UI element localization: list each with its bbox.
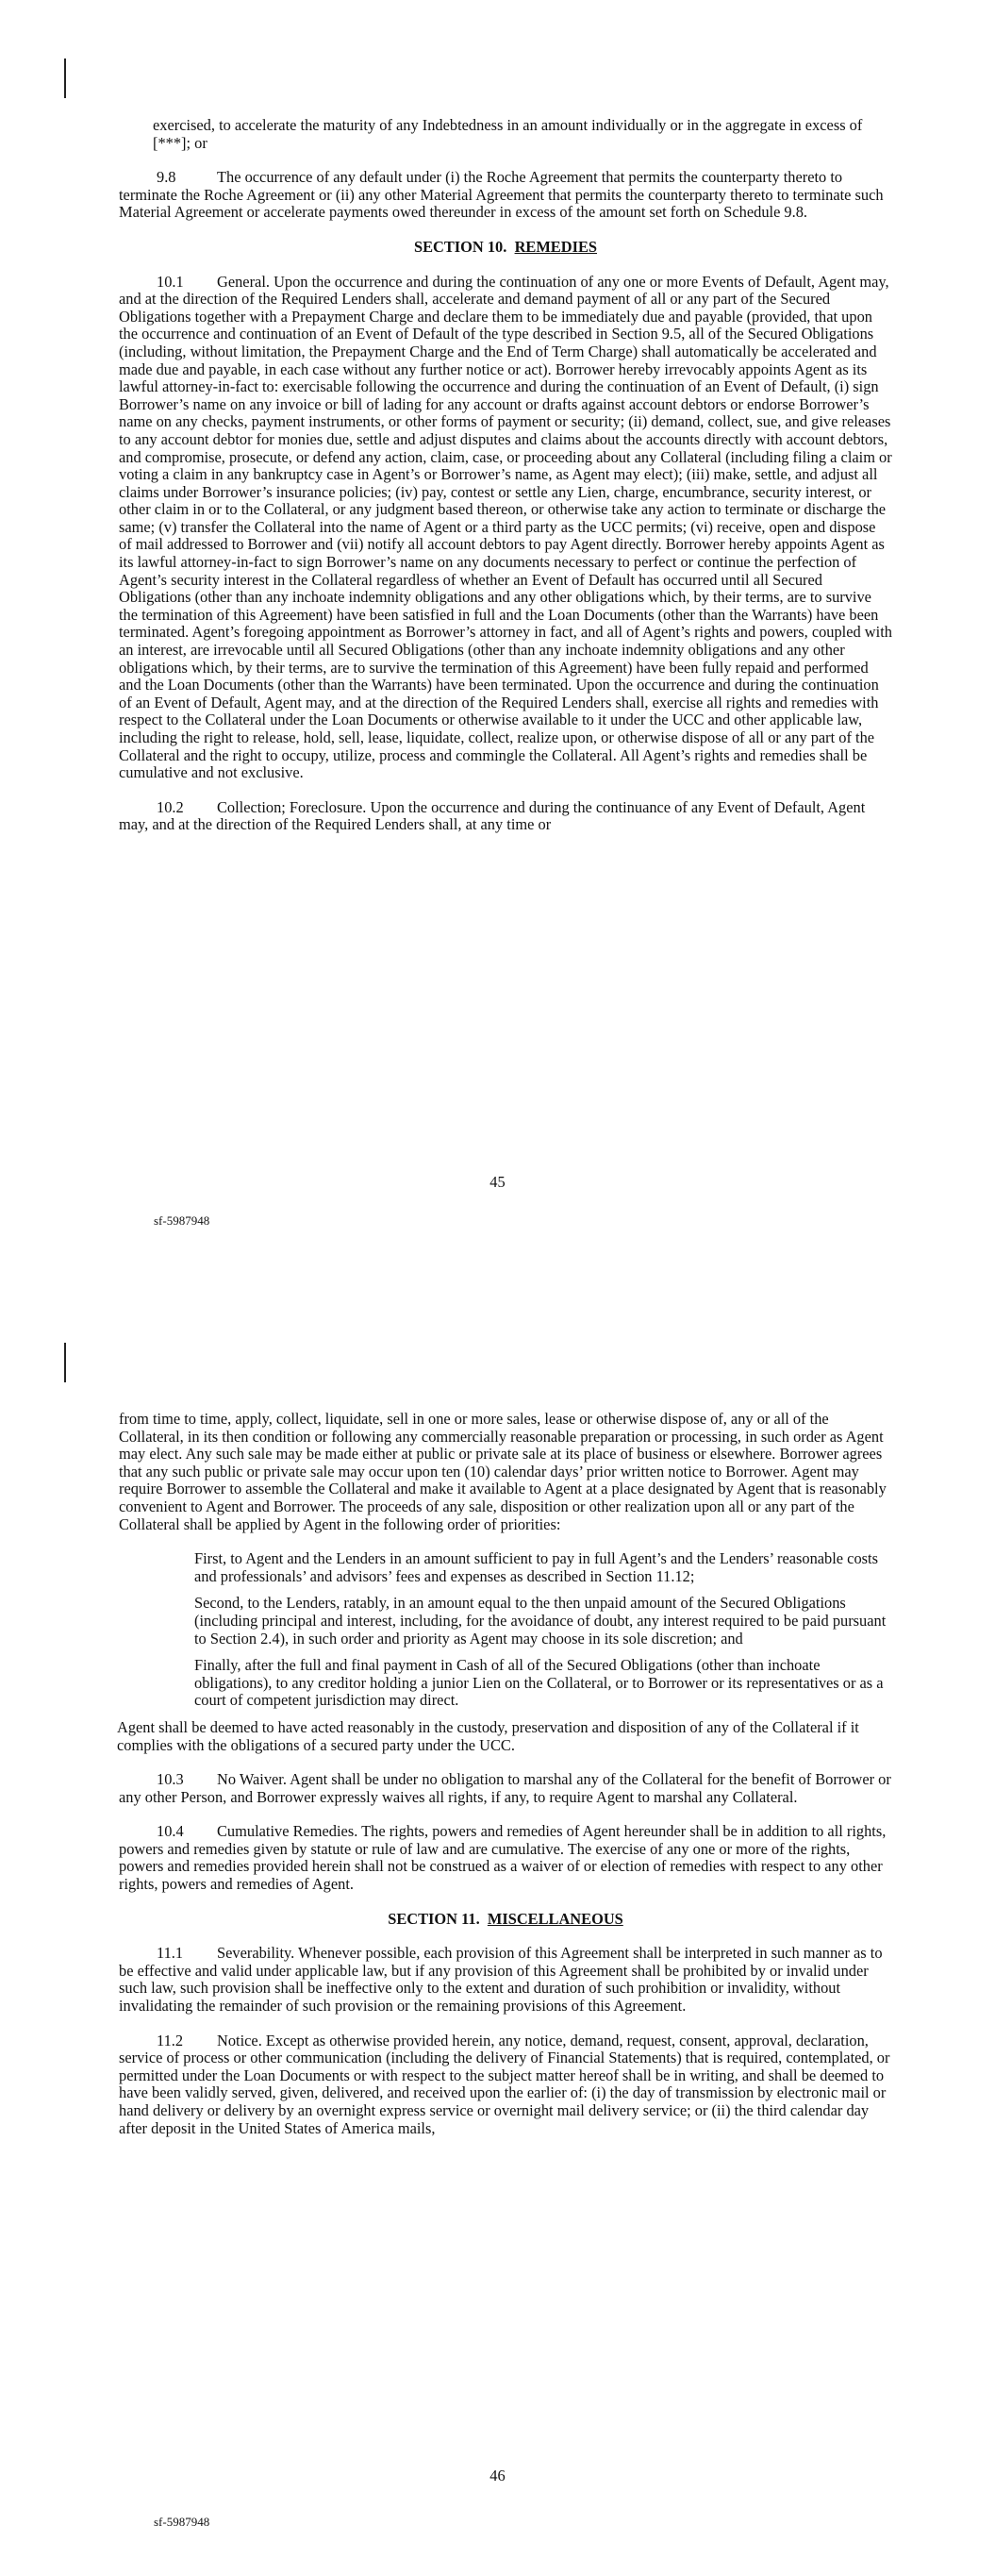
page-46 (0, 1288, 995, 2576)
section-number: 10.3 (157, 1770, 184, 1789)
section-10-3 (119, 1771, 892, 1806)
section-text: Notice. Except as otherwise provided herein, any notice, demand, request, consent, approval, declaration, service of process or other communication (including the delivery of Financial Statements) that is required, contemplated, or permitted under the Loan Documents or with respect to the subject matter hereof shall be in writing, and shall be deemed to have been validly served, given, delivered, and received upon the earlier of: (i) the day of transmission by electronic mail or hand delivery or delivery by an overnight express service or overnight mail delivery service; or (ii) the third calendar day after deposit in the United States of America mails, (119, 2031, 890, 2137)
page-number: 45 (489, 1173, 506, 1191)
section-number: 9.8 (157, 168, 176, 187)
heading-title: REMEDIES (514, 237, 597, 256)
section-number: 10.4 (157, 1822, 184, 1841)
after-list-paragraph: Agent shall be deemed to have acted reasonably in the custody, preservation and disposition of any of the Collateral if it complies with the obligations of a secured party under the UCC. (117, 1717, 859, 1754)
section-11-2 (119, 2032, 892, 2138)
heading-title: MISCELLANEOUS (487, 1909, 623, 1928)
page-number: 46 (489, 2467, 506, 2484)
priority-first: First, to Agent and the Lenders in an amount sufficient to pay in full Agent’s and the Lenders’ reasonable costs and professionals’ and advisors’ fees and expenses as described in Section 11.12; (194, 1549, 878, 1585)
priority-finally: Finally, after the full and final payment in Cash of all of the Secured Obligations (other than inchoate obligations), to any creditor holding a junior Lien on the Collateral, or to Borrower or its representatives or as a court of competent jurisdiction may direct. (194, 1656, 884, 1710)
section-text: Severability. Whenever possible, each provision of this Agreement shall be interpreted in such manner as to be effective and valid under applicable law, but if any provision of this Agreement shall be prohibited by or invalid under such law, such provision shall be ineffective only to the extent and duration of such prohibition or invalidity, without invalidating the remainder of such provision or the remaining provisions of this Agreement. (119, 1944, 883, 2016)
priority-second: Second, to the Lenders, ratably, in an amount equal to the then unpaid amount of the Secured Obligations (including principal and interest, including, for the avoidance of doubt, any interest required to be paid pursuant to Section 2.4), in such order and priority as Agent may choose in its sole discretion; and (194, 1594, 887, 1648)
section-text: General. Upon the occurrence and during the continuation of any one or more Events of Default, Agent may, and at the direction of the Required Lenders shall, accelerate and demand payment of all or any part of the Secured Obligations together with a Prepayment Charge and declare them to be immediately due and payable (provided, that upon the occurrence and continuation of an Event of Default of the type described in Section 9.5, all of the Secured Obligations (including, without limitation, the Prepayment Charge and the End of Term Charge) shall automatically be accelerated and made due and payable, in each case without any further notice or act). Borrower hereby irrevocably appoints Agent as its lawful attorney-in-fact to: exercisable following the occurrence and during the continuation of an Event of Default, (i) sign Borrower’s name on any invoice or bill of lading for any account or drafts against account debtors or endorse Borrower’s name on any checks, payment instruments, or other forms of payment or security; (ii) demand, collect, sue, and give releases to any account debtor for monies due, settle and adjust disputes and claims about the accounts directly with account debtors, and compromise, prosecute, or defend any action, claim, case, or proceeding about any Collateral (including filing a claim or voting a claim in any bankruptcy case in Agent’s or Borrower’s name, as Agent may elect); (iii) make, settle, and adjust all claims under Borrower’s insurance policies; (iv) pay, contest or settle any Lien, charge, encumbrance, security interest, or other claim in or to the Collateral, or any judgment based thereon, or otherwise take any action to terminate or discharge the same; (v) transfer the Collateral into the name of Agent or a third party as the UCC permits; (vi) receive, open and dispose of mail addressed to Borrower and (vii) notify all account debtors to pay Agent directly. Borrower hereby appoints Agent as its lawful attorney-in-fact to sign Borrower’s name on any documents necessary to perfect or continue the perfection of Agent’s security interest in the Collateral regardless of whether an Event of Default has occurred until all Secured Obligations (other than any inchoate indemnity obligations and any other obligations which, by their terms, are to survive the termination of this Agreement) have been satisfied in full and the Loan Documents (other than the Warrants) have been terminated. Agent’s foregoing appointment as Borrower’s attorney in fact, and all of Agent’s rights and powers, coupled with an interest, are irrevocable until all Secured Obligations (other than any inchoate indemnity obligations and any other obligations which, by their terms, are to survive the termination of this Agreement) have been fully repaid and performed and the Loan Documents (other than the Warrants) have been terminated. Upon the occurrence and during the continuation of an Event of Default, Agent may, and at the direction of the Required Lenders shall, exercise all rights and remedies with respect to the Collateral under the Loan Documents or otherwise available to it under the UCC and other applicable law, including the right to release, hold, sell, lease, liquidate, collect, realize upon, or otherwise dispose of all or any part of the Collateral and the right to occupy, utilize, process and commingle the Collateral. All Agent’s rights and remedies shall be cumulative and not exclusive. (119, 272, 892, 782)
section-11-heading (119, 1911, 892, 1929)
continued-paragraph: from time to time, apply, collect, liquidate, sell in one or more sales, lease or otherwise dispose of, any or all of the Collateral, in its then condition or following any commercially reasonable preparation or processing, in such order as Agent may elect. Any such sale may be made either at public or private sale at its place of business or elsewhere. Borrower agrees that any such public or private sale may occur upon ten (10) calendar days’ prior written notice to Borrower. Agent may require Borrower to assemble the Collateral and make it available to Agent at a place designated by Agent that is reasonably convenient to Agent and Borrower. The proceeds of any sale, disposition or other realization upon all or any part of the Collateral shall be applied by Agent in the following order of priorities: (119, 1410, 887, 1533)
document-id: sf-5987948 (154, 1213, 210, 1228)
section-9-8 (119, 169, 892, 222)
revision-bar (64, 1343, 66, 1382)
priorities-list (194, 1550, 892, 1710)
document-id: sf-5987948 (154, 2515, 210, 2529)
section-11-1 (119, 1945, 892, 2015)
revision-bar (64, 59, 66, 98)
section-number: 10.2 (157, 797, 184, 816)
heading-prefix: SECTION 11. (388, 1909, 480, 1928)
section-number: 11.2 (157, 2031, 184, 2049)
section-text: Cumulative Remedies. The rights, powers and remedies of Agent hereunder shall be in addition to all rights, powers and remedies given by statute or rule of law and are cumulative. The exercise of any one or more of the rights, powers and remedies provided herein shall not be construed as a waiver of or election of remedies with respect to any other rights, powers and remedies of Agent. (119, 1822, 887, 1894)
section-10-1 (119, 274, 892, 782)
page-body (119, 1411, 892, 2154)
continued-paragraph: exercised, to accelerate the maturity of any Indebtedness in an amount individually or in the aggregate in excess of [***]; or (153, 116, 863, 152)
section-number: 11.1 (157, 1944, 184, 1963)
page-body (119, 117, 892, 851)
section-10-heading (119, 239, 892, 257)
section-10-4 (119, 1823, 892, 1893)
section-text: Collection; Foreclosure. Upon the occurrence and during the continuance of any Event of Default, Agent may, and at the direction of the Required Lenders shall, at any time or (119, 797, 866, 834)
section-10-2 (119, 799, 892, 834)
section-number: 10.1 (157, 272, 184, 291)
section-text: No Waiver. Agent shall be under no obligation to marshal any of the Collateral for the benefit of Borrower or any other Person, and Borrower expressly waives all rights, if any, to require Agent to marshal any Collateral. (119, 1770, 891, 1806)
heading-prefix: SECTION 10. (413, 237, 507, 256)
section-text: The occurrence of any default under (i) the Roche Agreement that permits the counterparty thereto to terminate the Roche Agreement or (ii) any other Material Agreement that permits the counterparty thereto to terminate such Material Agreement or accelerate payments owed thereunder in excess of the amount set forth on Schedule 9.8. (119, 168, 884, 222)
